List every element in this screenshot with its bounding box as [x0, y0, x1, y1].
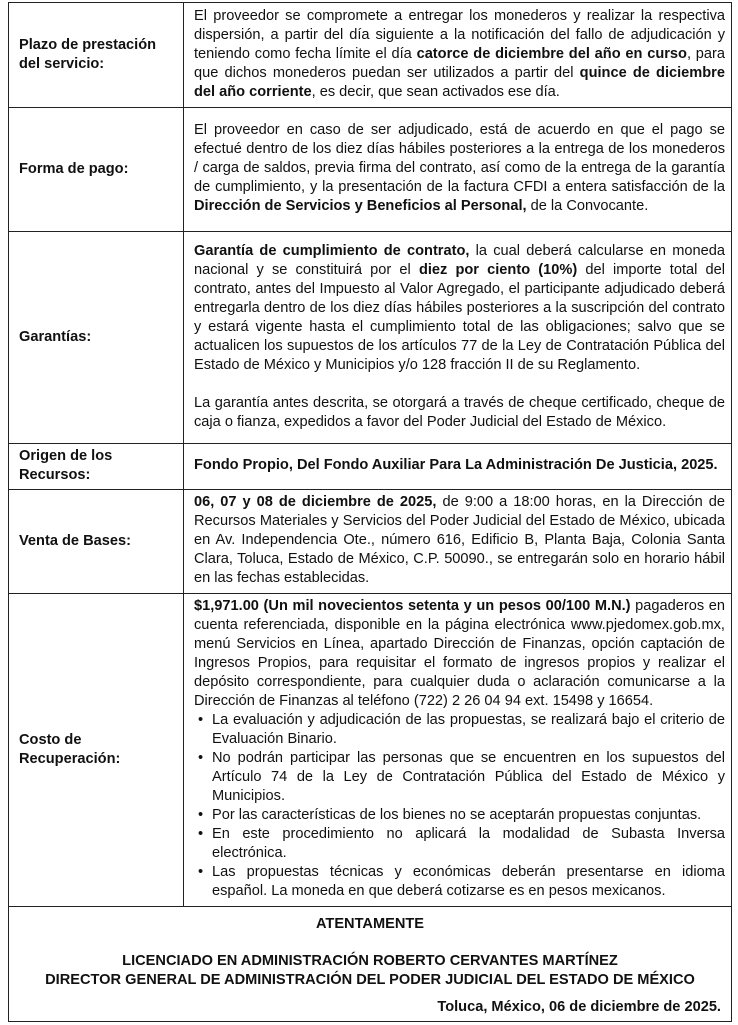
row-forma-pago [9, 107, 731, 231]
row-label: Costo de Recuperación: [9, 593, 184, 906]
conditions-list [194, 711, 725, 901]
guarantee-note: La garantía antes descrita, se otorgará a través de cheque certificado, cheque de caja o fianza, expedidos a favor del Poder Judicial del Estado de México. [194, 394, 725, 430]
list-item-text: En este procedimiento no aplicará la modalidad de Subasta Inversa electrónica. [212, 826, 725, 861]
bullet-icon: • [198, 826, 204, 842]
row-origen [9, 443, 731, 489]
signer-name: LICENCIADO EN ADMINISTRACIÓN ROBERTO CERVANTES MARTÍNEZ [122, 953, 618, 969]
row-plazo [9, 3, 731, 107]
row-content: Garantía de cumplimiento de contrato, la cual deberá calcularse en moneda nacional y se constituirá por el diez por ciento (10%) del importe total del contrato, antes del Impuesto al Valor Agregado, el participante adjudicado deberá entregarla dentro de los diez días hábiles posteriores a la suscripción del contrato y estará vigente hasta el cumplimiento total de las obligaciones; salvo que se actualicen los supuestos de los artículos 77 de la Ley de Contratación Pública del Estado de México y Municipios y/o 128 fracción II de su Reglamento. La garantía antes descrita, se otorgará a través de cheque certificado, cheque de caja o fianza, expedidos a favor del Poder Judicial del Estado de México. [184, 231, 732, 443]
row-label: Plazo de prestación del servicio: [9, 3, 184, 107]
row-content: El proveedor en caso de ser adjudicado, está de acuerdo en que el pago se efectué dentro de los diez días hábiles posteriores a la entrega de los monederos / carga de saldos, previa firma del contrato, así como de la entrega de la garantía de cumplimiento, y la presentación de la factura CFDI a entera satisfacción de la Dirección de Servicios y Beneficios al Personal, de la Convocante. [184, 107, 732, 231]
list-item [198, 749, 725, 806]
row-content: El proveedor se compromete a entregar los monederos y realizar la respectiva dispersión, a partir del día siguiente a la notificación del fallo de adjudicación y teniendo como fecha límite el día catorce de diciembre del año en curso, para que dichos monederos puedan ser utilizados a partir del quince de diciembre del año corriente, es decir, que sean activados ese día. [184, 3, 732, 107]
bullet-icon: • [198, 864, 204, 880]
signature-block [9, 909, 731, 1021]
list-item [198, 806, 725, 825]
row-costo [9, 593, 731, 906]
row-label: Forma de pago: [9, 107, 184, 231]
row-venta [9, 489, 731, 593]
list-item [198, 825, 725, 863]
place-date: Toluca, México, 06 de diciembre de 2025. [437, 999, 721, 1015]
row-label: Venta de Bases: [9, 489, 184, 593]
list-item-text: Las propuestas técnicas y económicas deberán presentarse en idioma español. La moneda en que deberá cotizarse es en pesos mexicanos. [212, 864, 725, 899]
row-garantias [9, 231, 731, 443]
signer-position: DIRECTOR GENERAL DE ADMINISTRACIÓN DEL PODER JUDICIAL DEL ESTADO DE MÉXICO [45, 972, 695, 988]
list-item [198, 711, 725, 749]
bullet-icon: • [198, 750, 204, 766]
bullet-icon: • [198, 712, 204, 728]
document-page [8, 2, 732, 1022]
list-item-text: No podrán participar las personas que se encuentren en los supuestos del Artículo 74 de la Ley de Contratación Pública del Estado de México y Municipios. [212, 750, 725, 804]
row-label: Garantías: [9, 231, 184, 443]
row-content: Fondo Propio, Del Fondo Auxiliar Para La Administración De Justicia, 2025. [184, 443, 732, 489]
list-item-text: Por las características de los bienes no se aceptarán propuestas conjuntas. [212, 807, 702, 823]
list-item [198, 863, 725, 901]
bullet-icon: • [198, 807, 204, 823]
closing-attentively: ATENTAMENTE [315, 916, 425, 932]
row-label: Origen de los Recursos: [9, 443, 184, 489]
tender-details-table [9, 3, 731, 907]
list-item-text: La evaluación y adjudicación de las propuestas, se realizará bajo el criterio de Evaluación Binario. [212, 712, 725, 747]
row-content: $1,971.00 (Un mil novecientos setenta y un pesos 00/100 M.N.) pagaderos en cuenta referenciada, disponible en la página electrónica www.pjedomex.gob.mx, menú Servicios en Línea, apartado Dirección de Finanzas, opción captación de Ingresos Propios, para requisitar el formato de ingresos propios y realizar el depósito correspondiente, para cualquier duda o aclaración comunicarse a la Dirección de Finanzas al teléfono (722) 2 26 04 94 ext. 15498 y 16654. • La evaluación y adjudicación de las propuestas, se realizará bajo el criterio de Evaluación Binario. • No podrán participar las personas que se encuentren en los supuestos del Artículo 74 de la Ley de Contratación Pública del Estado de México y Municipios. • Por las características de los bienes no se aceptarán propuestas conjuntas. • En este procedimiento no aplicará la modalidad de Subasta Inversa electrónica. • Las propuestas técnicas y económicas deberán presentarse en idioma español. La moneda en que deberá cotizarse es en pesos mexicanos. [184, 593, 732, 906]
row-content: 06, 07 y 08 de diciembre de 2025, de 9:00 a 18:00 horas, en la Dirección de Recursos Materiales y Servicios del Poder Judicial del Estado de México, ubicada en Av. Independencia Ote., número 616, Edificio B, Planta Baja, Colonia Santa Clara, Toluca, Estado de México, C.P. 50090., se entregarán solo en horario hábil en las fechas establecidas. [184, 489, 732, 593]
